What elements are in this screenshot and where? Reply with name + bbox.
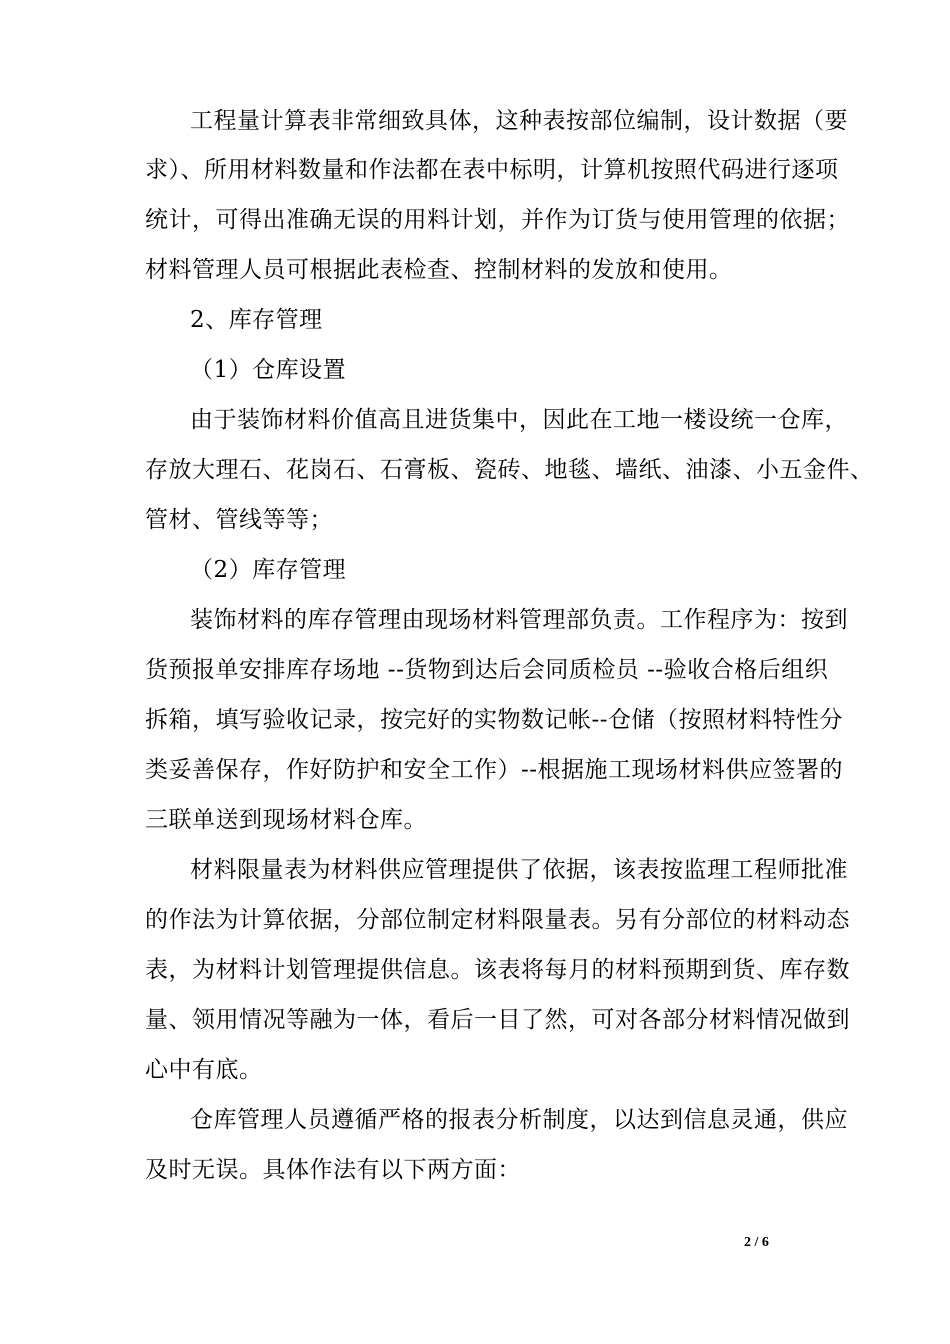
page-number: 2 / 6	[744, 1235, 769, 1250]
paragraph-4-line-3: 表，为材料计划管理提供信息。该表将每月的材料预期到货、库存数	[145, 957, 850, 983]
paragraph-1-line-3: 统计，可得出准确无误的用料计划，并作为订货与使用管理的依据；	[145, 207, 850, 233]
paragraph-1-line-1: 工程量计算表非常细致具体，这种表按部位编制，设计数据（要	[190, 108, 848, 134]
paragraph-3-line-1: 装饰材料的库存管理由现场材料管理部负责。工作程序为：按到	[190, 607, 848, 633]
paragraph-4-line-5: 心中有底。	[145, 1057, 263, 1083]
paragraph-2-line-2: 存放大理石、花岗石、石膏板、瓷砖、地毯、墙纸、油漆、小五金件、	[145, 457, 874, 483]
paragraph-2-line-1: 由于装饰材料价值高且进货集中，因此在工地一楼设统一仓库，	[190, 407, 848, 433]
section-heading: 2、库存管理	[190, 307, 323, 333]
paragraph-4-line-2: 的作法为计算依据，分部位制定材料限量表。另有分部位的材料动态	[145, 907, 850, 933]
subheading-inventory-management: （2）库存管理	[190, 557, 347, 583]
paragraph-3-line-3: 拆箱，填写验收记录，按完好的实物数记帐--仓储（按照材料特性分	[145, 707, 844, 733]
paragraph-4-line-4: 量、领用情况等融为一体，看后一目了然，可对各部分材料情况做到	[145, 1007, 850, 1033]
paragraph-1-line-4: 材料管理人员可根据此表检查、控制材料的发放和使用。	[145, 257, 733, 283]
paragraph-5-line-1: 仓库管理人员遵循严格的报表分析制度，以达到信息灵通，供应	[190, 1107, 848, 1133]
paragraph-4-line-1: 材料限量表为材料供应管理提供了依据，该表按监理工程师批准	[190, 857, 848, 883]
paragraph-1-line-2: 求）、所用材料数量和作法都在表中标明，计算机按照代码进行逐项	[145, 157, 839, 183]
subheading-warehouse-setup: （1）仓库设置	[190, 357, 347, 383]
paragraph-3-line-4: 类妥善保存，作好防护和安全工作）--根据施工现场材料供应签署的	[145, 757, 844, 783]
paragraph-3-line-2: 货预报单安排库存场地 --货物到达后会同质检员 --验收合格后组织	[145, 657, 829, 683]
paragraph-5-line-2: 及时无误。具体作法有以下两方面：	[145, 1157, 521, 1183]
paragraph-2-line-3: 管材、管线等等；	[145, 507, 333, 533]
paragraph-3-line-5: 三联单送到现场材料仓库。	[145, 807, 427, 833]
